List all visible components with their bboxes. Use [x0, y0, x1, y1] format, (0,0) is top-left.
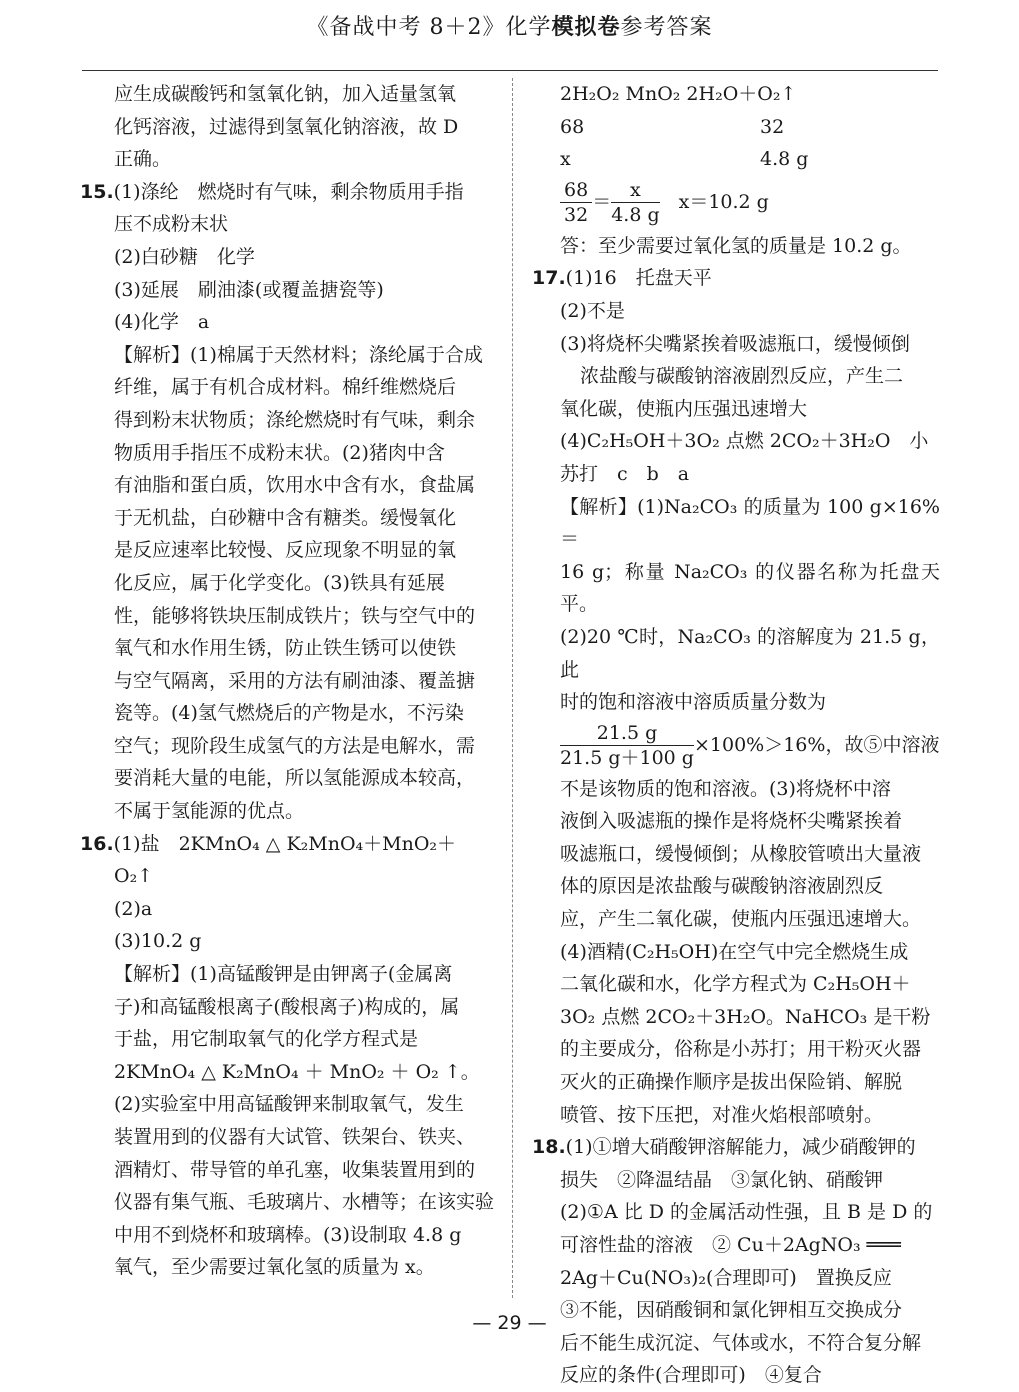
header-rule: [82, 70, 938, 71]
question-text: (1)①增大硝酸钾溶解能力，减少硝酸钾的: [565, 1136, 916, 1159]
page-header: 《备战中考 8＋2》化学模拟卷参考答案: [306, 14, 713, 40]
text-line: 答：至少需要过氧化氢的质量是 10.2 g。: [560, 234, 912, 257]
text-line: 于盐，用它制取氧气的化学方程式是: [114, 1028, 419, 1051]
text-line: 2KMnO₄ △ K₂MnO₄ ＋ MnO₂ ＋ O₂ ↑。: [114, 1060, 480, 1083]
text-line: 是反应速率比较慢、反应现象不明显的氧: [114, 539, 457, 562]
text-line: 空气；现阶段生成氢气的方法是电解水，需: [114, 734, 476, 757]
question-text: (1)16 托盘天平: [565, 267, 712, 290]
question-text: (1)涤纶 燃烧时有气味，剩余物质用手指: [113, 180, 464, 203]
text-line: (2)白砂糖 化学: [114, 245, 255, 268]
text-line: 【解析】(1)棉属于天然材料；涤纶属于合成: [114, 343, 483, 366]
text-line: 物质用手指压不成粉末状。(2)猪肉中含: [114, 441, 445, 464]
question-number: 16.: [80, 832, 114, 855]
left-column: [82, 78, 494, 1284]
text-line: 应，产生二氧化碳，使瓶内压强迅速增大。: [560, 908, 922, 931]
text-line: (2)20 ℃时，Na₂CO₃ 的溶解度为 21.5 g，此: [560, 625, 940, 681]
text-line: 16 g；称量 Na₂CO₃ 的仪器名称为托盘天平。: [560, 560, 940, 616]
equation-row: [560, 111, 940, 144]
text-line: 氧气和水作用生锈，防止铁生锈可以使铁: [114, 637, 457, 660]
text-line: 氧化碳，使瓶内压强迅速增大: [560, 397, 808, 420]
text-line: 不属于氢能源的优点。: [114, 800, 305, 823]
text-line: 于无机盐，白砂糖中含有糖类。缓慢氧化: [114, 506, 457, 529]
text-line: 与空气隔离，采用的方法有刷油漆、覆盖搪: [114, 669, 476, 692]
ratio-equation: [560, 176, 940, 230]
text-line: (2)①A 比 D 的金属活动性强，且 B 是 D 的: [560, 1201, 933, 1224]
text-line: 反应的条件(合理即可) ④复合: [560, 1364, 822, 1387]
numerator: x: [611, 178, 659, 203]
question-text: (1)盐 2KMnO₄ △ K₂MnO₄＋MnO₂＋: [113, 832, 457, 855]
denominator: 21.5 g＋100 g: [560, 747, 694, 770]
question-number: 17.: [532, 267, 566, 290]
page-number: — 29 —: [472, 1312, 547, 1334]
question-number: 18.: [532, 1136, 566, 1159]
text-line: 苏打 c b a: [560, 462, 690, 485]
fraction: [611, 178, 659, 227]
text-line: 压不成粉末状: [114, 213, 229, 236]
fraction-line: [560, 719, 940, 773]
text-line: 吸滤瓶口，缓慢倾倒；从橡胶管喷出大量液: [560, 842, 922, 865]
question-line: [80, 828, 494, 861]
fraction: [560, 721, 694, 770]
text-line: (3)将烧杯尖嘴紧挨着吸滤瓶口，缓慢倾倒: [560, 332, 910, 355]
text-line: 喷管、按下压把，对准火焰根部喷射。: [560, 1103, 884, 1126]
text-line: 酒精灯、带导管的单孔塞，收集装置用到的: [114, 1158, 476, 1181]
text-line: 化钙溶液，过滤得到氢氧化钠溶液，故 D: [114, 115, 459, 138]
denominator: 4.8 g: [611, 204, 660, 227]
text-line: 【解析】(1)Na₂CO₃ 的质量为 100 g×16%＝: [560, 495, 940, 551]
text-line: 的主要成分，俗称是小苏打；用干粉灭火器: [560, 1038, 922, 1061]
text-line: 性，能够将铁块压制成铁片；铁与空气中的: [114, 604, 476, 627]
text-line: (3)延展 刷油漆(或覆盖搪瓷等): [114, 278, 384, 301]
text-line: (4)酒精(C₂H₅OH)在空气中完全燃烧生成: [560, 940, 909, 963]
fraction: [560, 178, 592, 227]
text-line: ③不能，因硝酸铜和氯化钾相互交换成分: [560, 1299, 903, 1322]
text-line: 2Ag＋Cu(NO₃)₂(合理即可) 置换反应: [560, 1266, 892, 1289]
text-line: (4)化学 a: [114, 311, 210, 334]
text-line: 有油脂和蛋白质，饮用水中含有水，食盐属: [114, 474, 476, 497]
text-line: (2)a: [114, 897, 153, 920]
text-line: 后不能生成沉淀、气体或水，不符合复分解: [560, 1331, 922, 1354]
text-line: 浓盐酸与碳酸钠溶液剧烈反应，产生二: [580, 365, 904, 388]
text-line: 化反应，属于化学变化。(3)铁具有延展: [114, 571, 445, 594]
text-line: 装置用到的仪器有大试管、铁架台、铁夹、: [114, 1126, 476, 1148]
text-line: (3)10.2 g: [114, 930, 202, 953]
result: x＝10.2 g: [659, 191, 769, 214]
text-line: 2H₂O₂ MnO₂ 2H₂O＋O₂↑: [560, 83, 797, 105]
text-line: 时的饱和溶液中溶质质量分数为: [560, 691, 827, 714]
equation-value: 68: [560, 115, 585, 138]
text-line: (4)C₂H₅OH＋3O₂ 点燃 2CO₂＋3H₂O 小: [560, 430, 929, 453]
text-line: 可溶性盐的溶液 ② Cu＋2AgNO₃ ═══: [560, 1234, 901, 1256]
equation-value: 32: [760, 115, 785, 138]
text-line: 氧气，至少需要过氧化氢的质量为 x。: [114, 1256, 435, 1279]
text-line: 不是该物质的饱和溶液。(3)将烧杯中溶: [560, 777, 891, 800]
text-line: 体的原因是浓盐酸与碳酸钠溶液剧烈反: [560, 875, 884, 898]
numerator: 21.5 g: [560, 721, 694, 746]
right-column: [532, 78, 940, 1392]
text-line: 纤维，属于有机合成材料。棉纤维燃烧后: [114, 376, 457, 399]
fraction-tail: ×100%＞16%，故⑤中溶液: [693, 734, 940, 757]
denominator: 32: [564, 204, 589, 227]
text-line: O₂↑: [114, 865, 154, 888]
text-line: 子)和高锰酸根离子(酸根离子)构成的，属: [114, 995, 460, 1018]
text-line: 损失 ②降温结晶 ③氯化钠、硝酸钾: [560, 1168, 884, 1191]
text-line: 应生成碳酸钙和氢氧化钠，加入适量氢氧: [114, 83, 457, 105]
question-line: [532, 1131, 940, 1164]
text-line: (2)实验室中用高锰酸钾来制取氧气，发生: [114, 1093, 464, 1116]
text-line: 【解析】(1)高锰酸钾是由钾离子(金属离: [114, 963, 453, 986]
text-line: 二氧化碳和水，化学方程式为 C₂H₅OH＋: [560, 973, 911, 996]
equals-sign: ＝: [592, 191, 612, 214]
text-line: (2)不是: [560, 299, 625, 322]
equation-row: [560, 143, 940, 176]
text-line: 液倒入吸滤瓶的操作是将烧杯尖嘴紧挨着: [560, 810, 903, 833]
text-line: 灭火的正确操作顺序是拔出保险销、解脱: [560, 1071, 903, 1094]
question-line: [80, 176, 494, 209]
text-line: 得到粉末状物质；涤纶燃烧时有气味，剩余: [114, 408, 476, 431]
equation-value: x: [560, 148, 571, 171]
text-line: 仪器有集气瓶、毛玻璃片、水槽等；在该实验: [114, 1191, 495, 1214]
text-line: 要消耗大量的电能，所以氢能源成本较高，: [114, 767, 476, 790]
text-line: 中用不到烧杯和玻璃棒。(3)设制取 4.8 g: [114, 1223, 462, 1246]
question-line: [532, 262, 940, 295]
question-number: 15.: [80, 180, 114, 203]
text-line: 正确。: [114, 148, 172, 171]
equation-value: 4.8 g: [760, 148, 809, 171]
text-line: 3O₂ 点燃 2CO₂＋3H₂O。NaHCO₃ 是干粉: [560, 1005, 931, 1028]
text-line: 瓷等。(4)氢气燃烧后的产物是水，不污染: [114, 702, 464, 725]
numerator: 68: [560, 178, 592, 203]
column-divider: [512, 78, 513, 1298]
